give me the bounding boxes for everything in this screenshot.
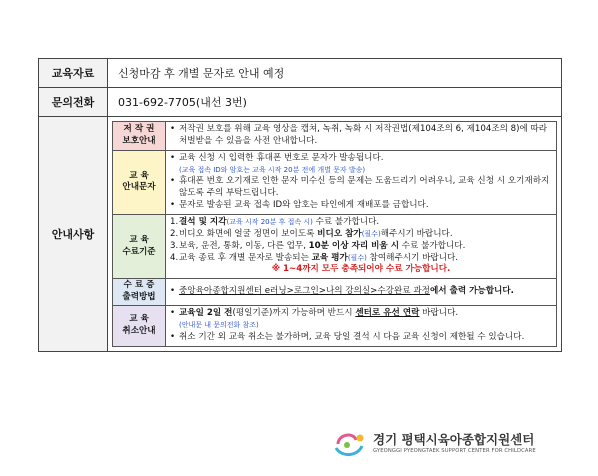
sms-bullet-2: 휴대폰 번호 오기재로 인한 문자 미수신 등의 문제는 도움드리기 어려우니, 교육 신청 시 오기재하지 않도록 주의 부탁드립니다. bbox=[179, 176, 550, 199]
row-material bbox=[39, 59, 562, 88]
copyright-label-line1: 저 작 권 bbox=[123, 124, 155, 134]
completion-item-2: 2. 비디오 화면에 얼굴 정면이 보이도록 비디오 참가(필수)해주시기 바랍니다. bbox=[170, 228, 453, 239]
sms-label-line1: 교 육 bbox=[129, 170, 149, 181]
copyright-text: 저작권 보호를 위해 교육 영상을 캡쳐, 녹취, 녹화 시 저작권법(제104조의 6, 제104조의 8)에 따라 처벌받을 수 있음을 사전 안내합니다. bbox=[179, 124, 548, 146]
cancel-content: • 교육일 2일 전(평일기준)까지 가능하며 반드시 센터로 유선 연락 바랍니다. (안내문 내 문의전화 참조) • 취소 기간 외 교육 취소는 불가하며, 교육 당일 결석 시 다음 교육 신청이 제한될 수 있습니다. bbox=[166, 306, 557, 347]
sms-content: • 교육 신청 시 입력한 휴대폰 번호로 문자가 발송됩니다. (교육 접속 ID와 암호는 교육 시작 20분 전에 개별 문자 발송) • 휴대폰 번호 오기재로 인한 문자 미수신 등의 문제는 도움드리기 어려우니, 교육 신청 시 오기재하지 않도록 주의 부탁드립니다. • 문자로 발송된 교육 접속 ID와 암호는 타인에게 재배포를 금합니다. bbox=[166, 150, 557, 214]
guide-content bbox=[108, 117, 562, 352]
footer-logo bbox=[332, 428, 564, 462]
info-table bbox=[38, 58, 562, 352]
sms-bullet-1: 교육 신청 시 입력한 휴대폰 번호로 문자가 발송됩니다. bbox=[179, 152, 384, 163]
section-copyright bbox=[113, 122, 557, 151]
cancel-bullet-2: 취소 기간 외 교육 취소는 불가하며, 교육 당일 결석 시 다음 교육 신청이 제한될 수 있습니다. bbox=[179, 331, 525, 342]
section-certificate bbox=[113, 279, 557, 306]
copyright-label bbox=[113, 122, 166, 151]
material-label: 교육자료 bbox=[39, 59, 108, 88]
sms-label-line2: 안내문자 bbox=[122, 182, 156, 193]
cancel-note: (안내문 내 문의전화 참조) bbox=[179, 320, 259, 329]
row-guide bbox=[39, 117, 562, 352]
guide-label: 안내사항 bbox=[39, 117, 108, 352]
completion-item-1: 1. 결석 및 지각(교육 시작 20분 후 접속 시) 수료 불가합니다. bbox=[170, 217, 380, 228]
org-name: 경기 평택시육아종합지원센터 bbox=[373, 432, 535, 447]
info-document bbox=[38, 58, 562, 428]
section-cancel bbox=[113, 306, 557, 347]
cancel-label-line2: 취소안내 bbox=[122, 325, 156, 336]
center-logo-icon bbox=[332, 430, 370, 458]
cancel-label-line1: 교 육 bbox=[129, 313, 149, 324]
certificate-label-line2: 출력방법 bbox=[122, 292, 156, 303]
section-completion bbox=[113, 215, 557, 279]
copyright-label-line2: 보호안내 bbox=[122, 135, 156, 146]
completion-warning: ※ 1~4까지 모두 충족되어야 수료 가능합니다. bbox=[271, 264, 451, 275]
sms-label bbox=[113, 150, 166, 214]
inquiry-value: 031-692-7705(내선 3번) bbox=[108, 88, 562, 117]
sms-bullet-1-note: (교육 접속 ID와 암호는 교육 시작 20분 전에 개별 문자 발송) bbox=[179, 165, 366, 174]
certificate-content: • 중앙육아종합지원센터 e러닝>로그인>나의 강의실>수강완료 과정에서 출력 가능합니다. bbox=[166, 279, 557, 306]
sms-bullet-3: 문자로 발송된 교육 접속 ID와 암호는 타인에게 재배포를 금합니다. bbox=[179, 200, 429, 211]
guide-subtable bbox=[112, 121, 557, 347]
completion-content bbox=[166, 215, 557, 279]
completion-item-3: 3. 보육, 운전, 통화, 이동, 다른 업무, 10분 이상 자리 비움 시 수료 불가합니다. bbox=[170, 240, 466, 251]
completion-label bbox=[113, 215, 166, 279]
completion-item-4: 4. 교육 종료 후 개별 문자로 발송되는 교육 평가(필수) 참여해주시기 바랍니다. bbox=[170, 252, 459, 263]
org-name-en: GYEONGGI PYEONGTAEK SUPPORT CENTER FOR CHILDCARE bbox=[373, 448, 536, 454]
completion-label-line1: 교 육 bbox=[129, 234, 149, 245]
material-value: 신청마감 후 개별 문자로 안내 예정 bbox=[108, 59, 562, 88]
completion-label-line2: 수료기준 bbox=[122, 246, 156, 257]
copyright-content: • 저작권 보호를 위해 교육 영상을 캡쳐, 녹취, 녹화 시 저작권법(제104조의 6, 제104조의 8)에 따라 처벌받을 수 있음을 사전 안내합니다. bbox=[166, 122, 557, 151]
cancel-label bbox=[113, 306, 166, 347]
certificate-label-line1: 수 료 증 bbox=[123, 280, 155, 291]
section-sms bbox=[113, 150, 557, 214]
cancel-phone-contact: 센터로 유선 연락 bbox=[355, 308, 420, 319]
certificate-rest: 에서 출력 가능합니다. bbox=[429, 286, 514, 297]
inquiry-label: 문의전화 bbox=[39, 88, 108, 117]
row-inquiry bbox=[39, 88, 562, 117]
certificate-path: 중앙육아종합지원센터 e러닝>로그인>나의 강의실>수강완료 과정 bbox=[179, 286, 430, 297]
certificate-label bbox=[113, 279, 166, 306]
